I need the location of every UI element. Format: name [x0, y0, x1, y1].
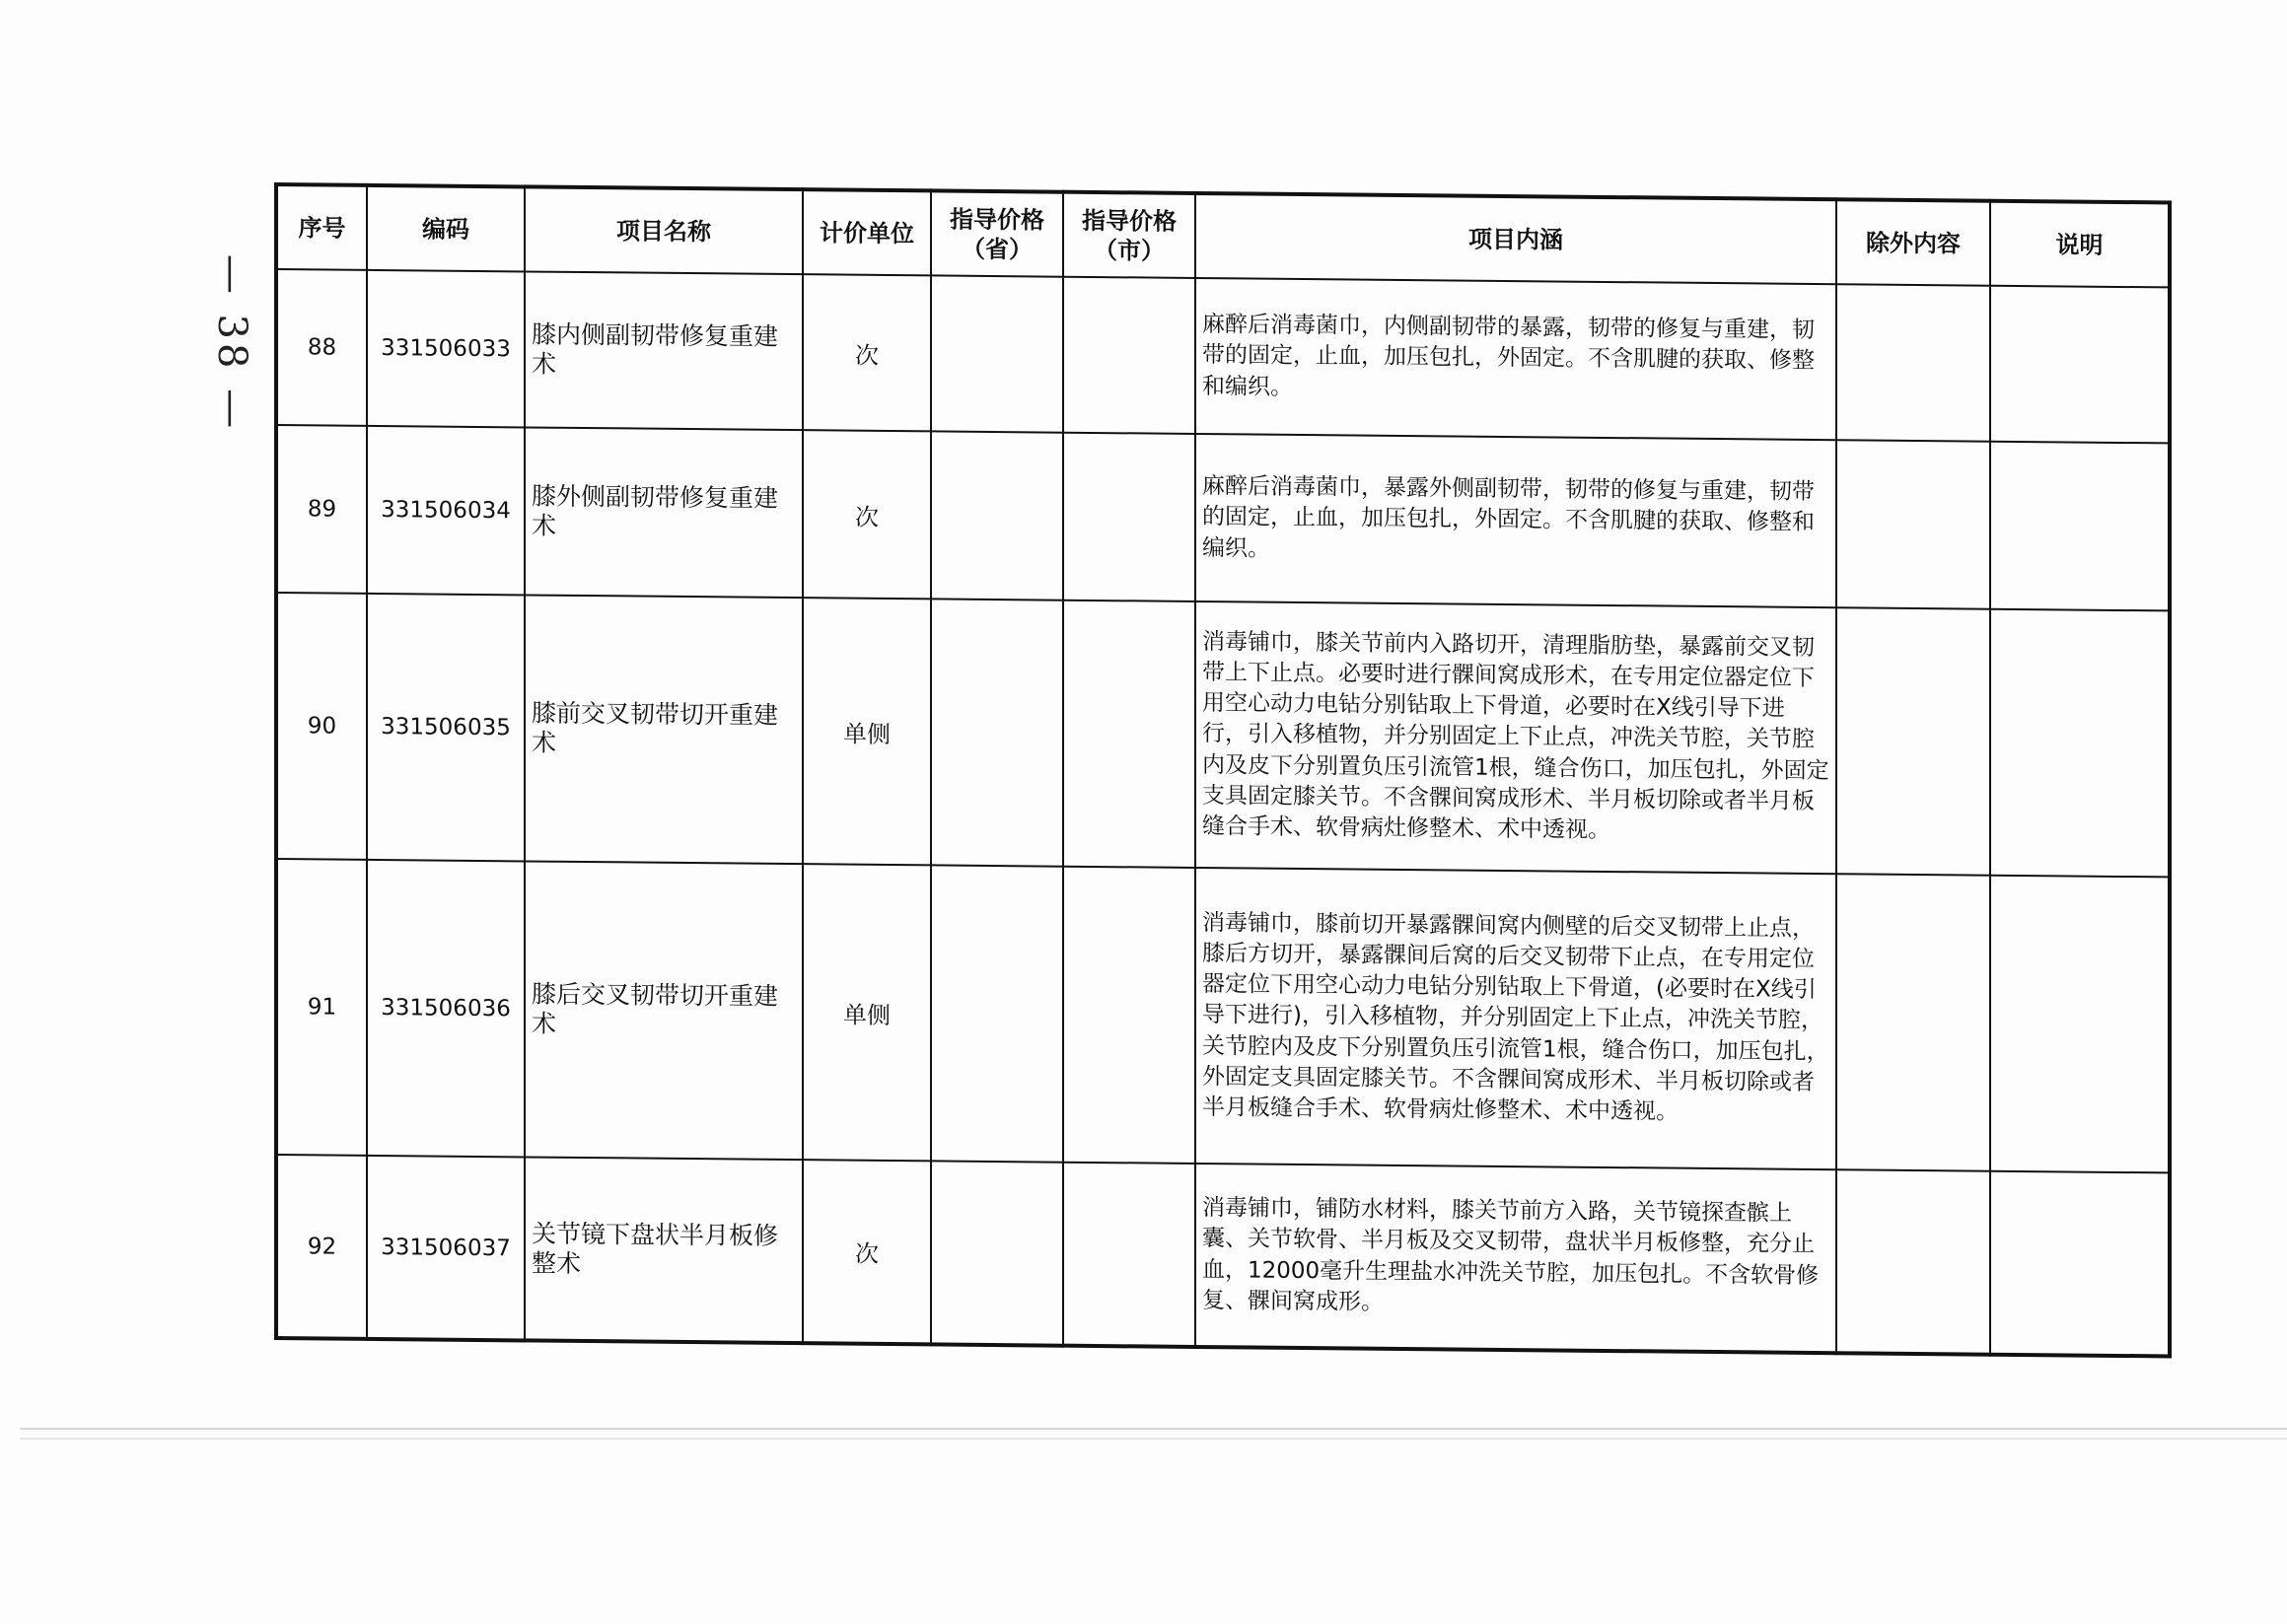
- scan-edge-line: [20, 1428, 2287, 1430]
- cell-content: 麻醉后消毒菌巾，内侧副韧带的暴露，韧带的修复与重建，韧带的固定，止血，加压包扎，外固定。不含肌腱的获取、修整和编织。: [1195, 278, 1836, 440]
- cell-unit: 次: [803, 1160, 931, 1344]
- cell-price-city: [1063, 867, 1195, 1164]
- cell-notes: [1990, 1171, 2170, 1357]
- cell-name: 膝后交叉韧带切开重建术: [525, 861, 803, 1160]
- cell-price-city: [1063, 433, 1195, 601]
- pricing-table: [274, 182, 2172, 1358]
- header-price-city-line1: 指导价格: [1082, 206, 1177, 236]
- header-unit: 计价单位: [803, 189, 931, 275]
- cell-price-province: [931, 865, 1063, 1162]
- header-content: 项目内涵: [1195, 193, 1836, 284]
- cell-price-province: [931, 1161, 1063, 1345]
- cell-name: 膝内侧副韧带修复重建术: [525, 271, 803, 430]
- cell-exclusions: [1836, 284, 1990, 441]
- cell-price-city: [1063, 1163, 1195, 1347]
- header-notes: 说明: [1990, 201, 2170, 288]
- table-row: [276, 1155, 2170, 1356]
- cell-name: 膝外侧副韧带修复重建术: [525, 427, 803, 598]
- cell-code: 331506036: [367, 860, 525, 1158]
- page-number: [187, 253, 276, 433]
- cell-price-city: [1063, 277, 1195, 434]
- cell-notes: [1990, 442, 2170, 611]
- pricing-table-wrapper: [274, 182, 2168, 1354]
- cell-seq: 90: [276, 593, 367, 860]
- table-row: [276, 593, 2170, 877]
- header-price-province-line1: 指导价格: [950, 205, 1044, 234]
- header-seq: 序号: [276, 184, 367, 270]
- header-code: 编码: [367, 185, 525, 272]
- cell-unit: 次: [803, 274, 931, 431]
- page-number-text: — 38 —: [209, 253, 255, 433]
- header-exclusions: 除外内容: [1836, 199, 1990, 285]
- cell-price-city: [1063, 600, 1195, 868]
- cell-seq: 89: [276, 425, 367, 594]
- header-price-province: [931, 190, 1063, 276]
- cell-unit: 单侧: [803, 864, 931, 1161]
- cell-code: 331506035: [367, 594, 525, 862]
- cell-seq: 88: [276, 269, 367, 426]
- cell-content: 消毒铺巾，铺防水材料，膝关节前方入路，关节镜探查髌上囊、关节软骨、半月板及交叉韧带，盘状半月板修整，充分止血，12000毫升生理盐水冲洗关节腔，加压包扎。不含软骨修复、髁间窝成形。: [1195, 1164, 1836, 1353]
- cell-code: 331506034: [367, 426, 525, 596]
- cell-notes: [1990, 286, 2170, 444]
- cell-name: 膝前交叉韧带切开重建术: [525, 595, 803, 864]
- cell-code: 331506033: [367, 270, 525, 428]
- cell-content: 消毒铺巾，膝关节前内入路切开，清理脂肪垫，暴露前交叉韧带上下止点。必要时进行髁间窝成形术，在专用定位器定位下用空心动力电钻分别钻取上下骨道，必要时在X线引导下进行，引入移植物，并分别固定上下止点，冲洗关节腔，关节腔内及皮下分别置负压引流管1根，缝合伤口，加压包扎，外固定支具固定膝关节。不含髁间窝成形术、半月板切除或者半月板缝合手术、软骨病灶修整术、术中透视。: [1195, 601, 1836, 874]
- cell-code: 331506037: [367, 1156, 525, 1341]
- table-row: [276, 425, 2170, 610]
- cell-price-province: [931, 275, 1063, 432]
- cell-exclusions: [1836, 607, 1990, 875]
- cell-price-province: [931, 599, 1063, 866]
- header-name: 项目名称: [525, 186, 803, 274]
- cell-seq: 92: [276, 1155, 367, 1339]
- cell-price-province: [931, 431, 1063, 600]
- table-row: [276, 859, 2170, 1172]
- cell-exclusions: [1836, 440, 1990, 608]
- header-price-province-line2: （省）: [962, 235, 1033, 263]
- scan-edge-line: [20, 1438, 2287, 1440]
- cell-exclusions: [1836, 1169, 1990, 1354]
- cell-seq: 91: [276, 859, 367, 1156]
- cell-notes: [1990, 609, 2170, 878]
- cell-exclusions: [1836, 874, 1990, 1170]
- cell-content: 麻醉后消毒菌巾，暴露外侧副韧带，韧带的修复与重建，韧带的固定，止血，加压包扎，外固定。不含肌腱的获取、修整和编织。: [1195, 434, 1836, 607]
- cell-unit: 单侧: [803, 598, 931, 865]
- cell-name: 关节镜下盘状半月板修整术: [525, 1157, 803, 1343]
- table-row: [276, 269, 2170, 443]
- cell-unit: 次: [803, 430, 931, 599]
- header-price-city-line2: （市）: [1094, 236, 1165, 265]
- header-price-city: [1063, 192, 1195, 278]
- cell-notes: [1990, 876, 2170, 1173]
- cell-content: 消毒铺巾，膝前切开暴露髁间窝内侧壁的后交叉韧带上止点，膝后方切开，暴露髁间后窝的后交叉韧带下止点，在专用定位器定位下用空心动力电钻分别钻取上下骨道，(必要时在X线引导下进行)，引入移植物，并分别固定上下止点，冲洗关节腔，关节腔内及皮下分别置负压引流管1根，缝合伤口，加压包扎，外固定支具固定膝关节。不含髁间窝成形术、半月板切除或者半月板缝合手术、软骨病灶修整术、术中透视。: [1195, 868, 1836, 1169]
